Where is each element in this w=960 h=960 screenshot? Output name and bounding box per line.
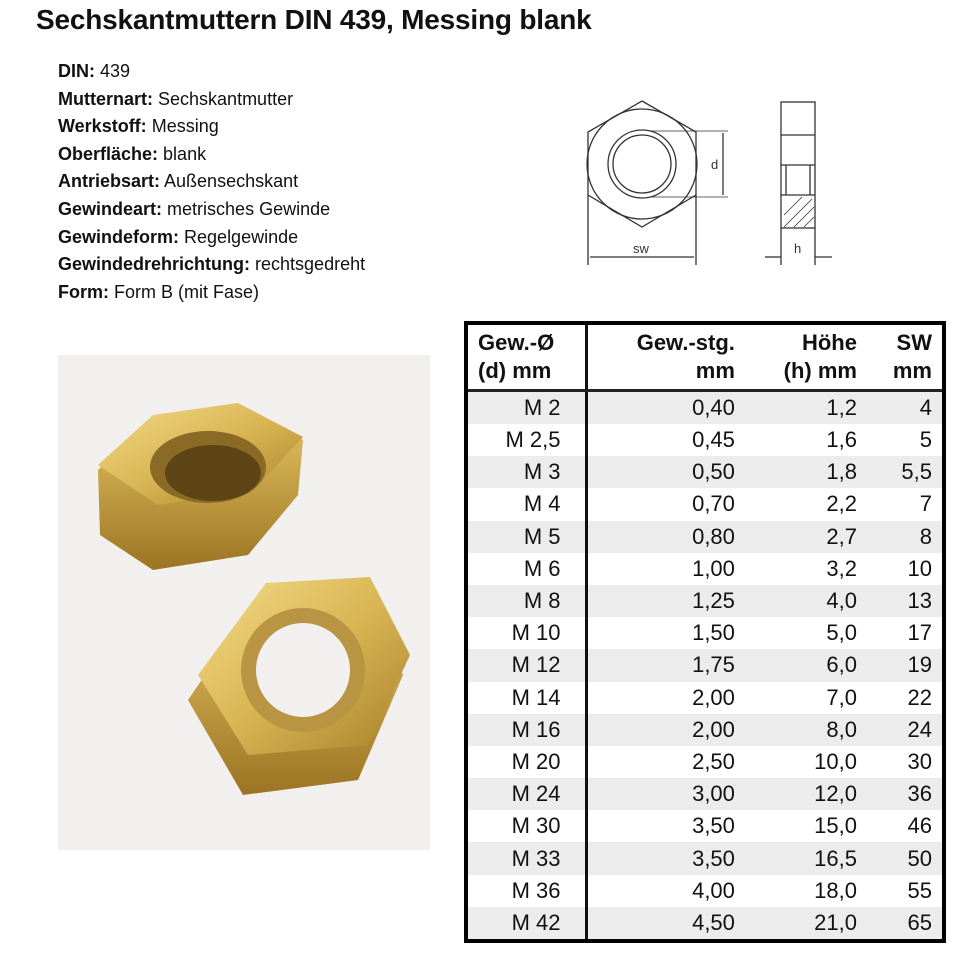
technical-drawing	[570, 85, 850, 275]
property-label: Mutternart:	[58, 88, 153, 109]
table-cell: 50	[867, 842, 944, 874]
table-cell: M 36	[466, 875, 586, 907]
table-row	[466, 553, 944, 585]
table-row	[466, 617, 944, 649]
header-width-across-flats	[867, 323, 944, 391]
table-cell: M 30	[466, 810, 586, 842]
table-row	[466, 456, 944, 488]
table-cell: M 20	[466, 746, 586, 778]
table-cell: 5	[919, 427, 932, 453]
property-value: Form B (mit Fase)	[114, 281, 260, 302]
table-cell: 65	[867, 907, 944, 941]
table-cell: 10,0	[814, 748, 857, 774]
table-row	[466, 585, 944, 617]
product-photo	[58, 355, 430, 850]
table-cell: 2,00	[692, 684, 735, 710]
back-nut	[98, 403, 303, 570]
table-cell: 4	[867, 391, 944, 425]
table-row	[466, 875, 944, 907]
property-value: Außensechskant	[164, 171, 299, 192]
table-row	[466, 810, 944, 842]
property-item	[58, 86, 365, 114]
table-cell: 36	[867, 778, 944, 810]
property-value: rechtsgedreht	[255, 254, 366, 275]
header-height	[745, 323, 867, 391]
table-cell: 2,50	[692, 748, 735, 774]
property-value: Regelgewinde	[184, 226, 299, 247]
table-cell: 15,0	[814, 813, 857, 839]
property-label: Oberfläche:	[58, 143, 159, 164]
property-label: Gewindedrehrichtung:	[58, 254, 251, 275]
property-list	[58, 58, 365, 306]
table-cell: 1,8	[745, 456, 867, 488]
table-cell: 16,5	[745, 842, 867, 874]
table-cell: M 6	[466, 553, 586, 585]
property-label: Gewindeform:	[58, 226, 180, 247]
table-cell: 30	[907, 748, 932, 774]
table-cell: 55	[907, 877, 932, 903]
table-cell: 5,5	[867, 456, 944, 488]
table-cell: 3,50	[586, 842, 745, 874]
table-cell: 8	[867, 521, 944, 553]
table-cell: 10	[907, 555, 932, 581]
property-item	[58, 196, 365, 224]
table-cell: 1,2	[745, 391, 867, 425]
table-cell: 17	[907, 620, 932, 646]
property-value: Messing	[151, 116, 219, 137]
header-line: (h) mm	[783, 358, 857, 383]
label-d: d	[711, 157, 719, 172]
property-item	[58, 58, 365, 86]
table-cell: M 12	[466, 649, 586, 681]
table-cell: 24	[867, 714, 944, 746]
front-nut	[188, 577, 410, 795]
table-cell: 13	[867, 585, 944, 617]
table-row	[466, 714, 944, 746]
table-cell: M 5	[466, 521, 586, 553]
table-cell: 5,0	[826, 620, 857, 646]
table-row	[466, 488, 944, 520]
table-cell: M 33	[466, 842, 586, 874]
table-cell: M 14	[466, 682, 586, 714]
table-cell: M 3	[466, 456, 586, 488]
property-value: blank	[163, 143, 207, 164]
property-label: Form:	[58, 281, 109, 302]
table-cell: 0,45	[692, 427, 735, 453]
header-line: mm	[695, 358, 735, 383]
table-cell: 2,7	[745, 521, 867, 553]
table-cell: 12,0	[745, 778, 867, 810]
table-cell: 19	[867, 649, 944, 681]
table-cell: M 4	[466, 488, 586, 520]
label-sw: sw	[633, 241, 649, 256]
property-item	[58, 168, 365, 196]
table-cell: M 8	[466, 585, 586, 617]
table-cell: 2,2	[826, 491, 857, 517]
table-cell: 3,2	[826, 555, 857, 581]
table-row	[466, 907, 944, 941]
table-cell: 18,0	[814, 877, 857, 903]
property-value: Sechskantmutter	[158, 88, 294, 109]
table-row	[466, 649, 944, 681]
table-cell: M 2,5	[466, 424, 586, 456]
property-item	[58, 113, 365, 141]
header-thread-diameter	[466, 323, 586, 391]
table-cell: 7	[919, 491, 932, 517]
table-cell: 0,50	[586, 456, 745, 488]
header-line: Höhe	[801, 330, 857, 355]
table-cell: 0,80	[586, 521, 745, 553]
header-line: SW	[896, 330, 932, 355]
property-item	[58, 251, 365, 279]
table-cell: 3,00	[586, 778, 745, 810]
table-cell: 1,75	[586, 649, 745, 681]
property-label: DIN:	[58, 61, 95, 81]
table-cell: M 24	[466, 778, 586, 810]
property-item	[58, 279, 365, 307]
table-cell: 4,50	[586, 907, 745, 941]
page-title: Sechskantmuttern DIN 439, Messing blank	[36, 4, 592, 35]
table-cell: 3,50	[692, 813, 735, 839]
table-cell: 7,0	[826, 684, 857, 710]
table-cell: 46	[907, 813, 932, 839]
table-cell: 4,00	[692, 877, 735, 903]
hex-outline	[588, 101, 696, 227]
table-cell: 1,00	[692, 555, 735, 581]
property-label: Werkstoff:	[58, 116, 147, 137]
table-row	[466, 842, 944, 874]
table-cell: 4,0	[745, 585, 867, 617]
property-label: Gewindeart:	[58, 198, 163, 219]
property-label: Antriebsart:	[58, 171, 161, 192]
label-h: h	[794, 241, 802, 256]
table-row	[466, 746, 944, 778]
header-line: mm	[892, 358, 932, 383]
header-line: Gew.-Ø	[478, 330, 555, 355]
table-cell: 1,6	[826, 427, 857, 453]
table-row	[466, 424, 944, 456]
property-item	[58, 224, 365, 252]
table-cell: 0,70	[692, 491, 735, 517]
property-value: metrisches Gewinde	[167, 198, 331, 219]
table-cell: M 10	[466, 617, 586, 649]
header-line: Gew.-stg.	[636, 330, 735, 355]
table-row	[466, 521, 944, 553]
table-row	[466, 391, 944, 425]
table-cell: 21,0	[745, 907, 867, 941]
table-cell: 1,25	[586, 585, 745, 617]
table-cell: M 42	[466, 907, 586, 941]
table-cell: 8,0	[745, 714, 867, 746]
table-cell: 22	[907, 684, 932, 710]
table-cell: 0,40	[586, 391, 745, 425]
table-cell: M 2	[466, 391, 586, 425]
header-line: (d) mm	[478, 358, 552, 383]
header-pitch	[586, 323, 745, 391]
property-value: 439	[100, 61, 131, 81]
table-cell: 6,0	[745, 649, 867, 681]
table-cell: 1,50	[692, 620, 735, 646]
table-row	[466, 682, 944, 714]
table-cell: M 16	[466, 714, 586, 746]
property-item	[58, 141, 365, 169]
table-row	[466, 778, 944, 810]
table-cell: 2,00	[586, 714, 745, 746]
dimension-table	[464, 321, 946, 943]
